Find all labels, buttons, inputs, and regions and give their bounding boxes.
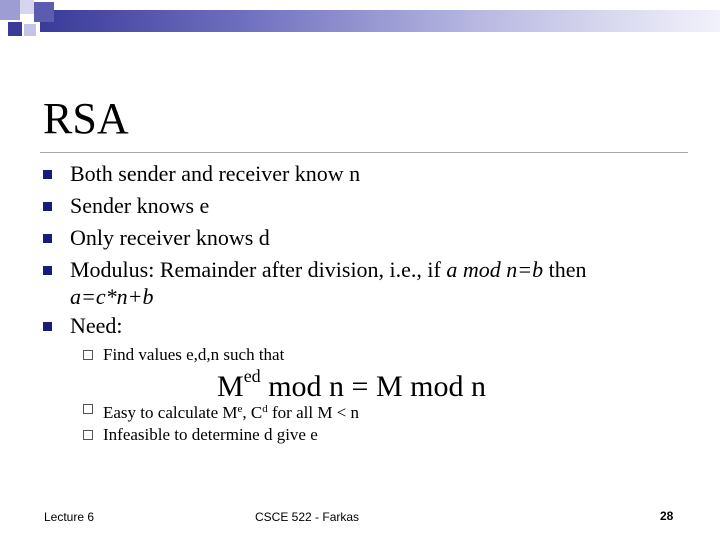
equation-exponent: ed	[243, 366, 261, 386]
modulus-then: then	[543, 257, 587, 282]
deco-square-4	[8, 22, 22, 36]
bullet-icon	[43, 234, 52, 243]
deco-square-2	[20, 0, 34, 14]
bullet-text-3: Only receiver knows d	[70, 225, 270, 250]
easy-mid: , C	[242, 403, 263, 422]
bullet-text-1: Both sender and receiver know n	[70, 161, 361, 186]
bullet-icon	[43, 266, 52, 275]
footer-course: CSCE 522 - Farkas	[255, 510, 360, 524]
title-divider	[40, 152, 688, 153]
deco-square-5	[24, 24, 36, 36]
slide-title: RSA	[43, 94, 129, 143]
bullet-icon	[43, 202, 52, 211]
header-decoration	[0, 0, 720, 40]
checkbox-icon	[83, 430, 93, 440]
bullet-icon	[43, 322, 52, 331]
bullet-text-2: Sender knows e	[70, 193, 210, 218]
easy-e-exp: e	[237, 403, 243, 415]
modulus-result: a=c*n+b	[70, 284, 154, 309]
bullet-text-5: Need:	[70, 313, 123, 338]
easy-post: for all M < n	[267, 403, 360, 422]
modulus-prefix: Modulus: Remainder after division, i.e., if	[70, 257, 447, 282]
easy-pre: Easy to calculate M	[103, 403, 238, 422]
modulus-expression: a mod n=b	[446, 257, 544, 282]
equation-base: M	[217, 370, 244, 403]
checkbox-icon	[83, 350, 93, 360]
sub-bullet-find: Find values e,d,n such that	[103, 345, 285, 364]
deco-square-3	[34, 2, 54, 22]
easy-d-exp: d	[262, 403, 268, 415]
bullet-icon	[43, 170, 52, 179]
page-number: 28	[660, 509, 674, 523]
footer-lecture: Lecture 6	[44, 510, 95, 524]
sub-bullet-easy	[103, 399, 359, 423]
equation-rest: mod n = M mod n	[260, 370, 486, 403]
checkbox-icon	[83, 404, 93, 414]
header-gradient-bar	[40, 10, 720, 32]
bullet-text-4	[70, 257, 587, 283]
equation	[217, 359, 486, 404]
bullet-text-4-cont	[70, 284, 153, 310]
deco-square-1	[0, 0, 20, 20]
sub-bullet-infeasible: Infeasible to determine d give e	[103, 425, 318, 444]
